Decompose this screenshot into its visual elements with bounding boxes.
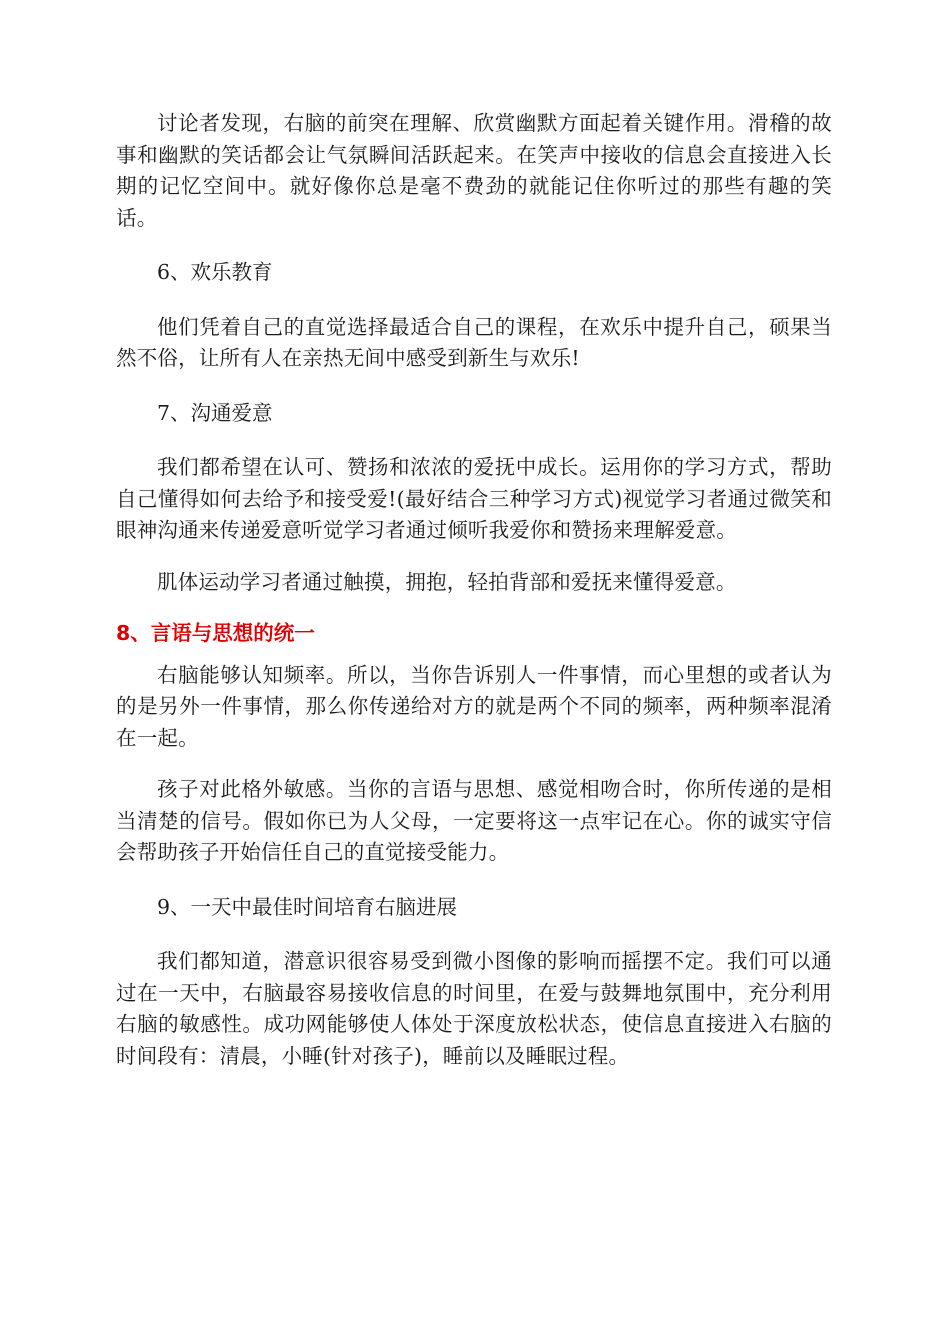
paragraph-frequency: 右脑能够认知频率。所以，当你告诉别人一件事情，而心里想的或者认为的是另外一件事情，那么你传递给对方的就是两个不同的频率，两种频率混淆在一起。 <box>116 662 832 750</box>
section-heading-6: 6、欢乐教育 <box>157 260 273 284</box>
paragraph-children-sensitive: 孩子对此格外敏感。当你的言语与思想、感觉相吻合时，你所传递的是相当清楚的信号。假如你已为人父母，一定要将这一点牢记在心。你的诚实守信会帮助孩子开始信任自己的直觉接受能力。 <box>116 777 832 864</box>
section-heading-9: 9、一天中最佳时间培育右脑进展 <box>157 894 458 919</box>
paragraph-kinesthetic: 肌体运动学习者通过触摸，拥抱，轻拍背部和爱抚来懂得爱意。 <box>157 569 737 594</box>
document-page <box>116 108 832 1072</box>
paragraph-humor: 讨论者发现，右脑的前突在理解、欣赏幽默方面起着关键作用。滑稽的故事和幽默的笑话都会让气氛瞬间活跃起来。在笑声中接收的信息会直接进入长期的记忆空间中。就好像你总是毫不费劲的就能记住你听过的那些有趣的笑话。 <box>116 111 832 230</box>
paragraph-joyful-education: 他们凭着自己的直觉选择最适合自己的课程，在欢乐中提升自己，硕果当然不俗，让所有人在亲热无间中感受到新生与欢乐! <box>116 314 832 370</box>
paragraph-best-time: 我们都知道，潜意识很容易受到微小图像的影响而摇摆不定。我们可以通过在一天中，右脑最容易接收信息的时间里，在爱与鼓舞地氛围中，充分利用右脑的敏感性。成功网能够使人体处于深度放松状态，使信息直接进入右脑的时间段有：清晨，小睡(针对孩子)，睡前以及睡眠过程。 <box>116 949 832 1068</box>
section-heading-8: 8、言语与思想的统一 <box>116 621 315 645</box>
paragraph-communicate-love: 我们都希望在认可、赞扬和浓浓的爱抚中成长。运用你的学习方式，帮助自己懂得如何去给予和接受爱!(最好结合三种学习方式)视觉学习者通过微笑和眼神沟通来传递爱意听觉学习者通过倾听我爱你和赞扬来理解爱意。 <box>116 455 832 542</box>
section-heading-7: 7、沟通爱意 <box>157 400 273 425</box>
